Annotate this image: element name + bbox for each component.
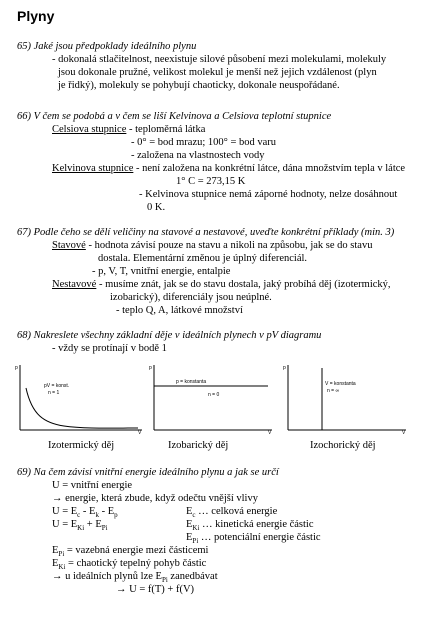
eki-definition xyxy=(52,557,206,570)
eq2-sub-2: Pi xyxy=(101,524,108,533)
celsius-line-2: - 0° = bod mrazu; 100° = bod varu xyxy=(131,137,277,148)
isobaric-label-1: p = konstanta xyxy=(176,379,207,385)
answer-65-line-1: - dokonalá stlačitelnost, neexistuje silové působení mezi molekulami, molekuly xyxy=(52,54,387,65)
celsius-line-1 xyxy=(52,123,205,136)
eki-sub: Ki xyxy=(58,563,66,572)
kelvin-line-1 xyxy=(52,162,405,175)
ideal-gas-note xyxy=(52,570,218,583)
answer-65-line-2: jsou dokonale pružné, velikost molekul je menší než jejich vzdálenost (plyn xyxy=(58,67,377,78)
p-axis-label: p xyxy=(149,365,152,371)
stavove-line-1 xyxy=(52,239,372,252)
kelvin-label: Kelvinova stupnice xyxy=(52,163,134,174)
ideal-text-b: zanedbávat xyxy=(167,571,218,582)
legend-sub: c xyxy=(192,511,196,520)
isochoric-diagram xyxy=(282,360,410,435)
eq2-mid: + E xyxy=(84,519,102,530)
nestavove-line-2: izobarický), diferenciály jsou neúplné. xyxy=(110,292,272,303)
v-axis-label: V xyxy=(268,430,272,435)
legend-e: E xyxy=(186,532,193,543)
eq2-left: U = E xyxy=(52,519,78,530)
isobaric-caption: Izobarický děj xyxy=(168,440,229,451)
eki-text: = chaotický tepelný pohyb částic xyxy=(65,558,207,569)
question-67: 67) Podle čeho se dělí veličiny na stavové a nestavové, uveďte konkrétní příklady (min. 3) xyxy=(17,227,395,238)
epi-e: E xyxy=(52,545,59,556)
celsius-label: Celsiova stupnice xyxy=(52,124,127,135)
legend-e: E xyxy=(186,519,193,530)
question-65: 65) Jaké jsou předpoklady ideálního plynu xyxy=(17,41,197,52)
epi-text: = vazebná energie mezi částicemi xyxy=(64,545,209,556)
legend-sub: Ki xyxy=(192,524,200,533)
ideal-sub: Pi xyxy=(161,576,168,585)
answer-65-line-3: je řidký), molekuly se pohybují chaoticky, dokonale neuspořádané. xyxy=(58,80,340,91)
stavove-text: - hodnota závisí pouze na stavu a nikoli na způsobu, jak se do stavu xyxy=(85,240,373,251)
eq1-sub-1: c xyxy=(77,511,81,520)
celsius-text: - teploměrná látka xyxy=(126,124,206,135)
legend-text: … kinetická energie částic xyxy=(199,519,314,530)
stavove-label: Stavové xyxy=(52,240,86,251)
stavove-line-2: dostala. Elementární změnou je úplný diferenciál. xyxy=(98,253,308,264)
page-title: Plyny xyxy=(17,8,55,24)
isobaric-diagram xyxy=(148,360,276,435)
p-axis-label: p xyxy=(15,365,18,371)
answer-68-note: - vždy se protínají v bodě 1 xyxy=(52,343,167,354)
nestavove-text: - musíme znát, jak se do stavu dostala, jaký probíhá děj (izotermický, xyxy=(96,279,391,290)
isothermal-caption: Izotermický děj xyxy=(48,440,115,451)
eq1-left: U = E xyxy=(52,506,78,517)
eq1-sub-2: k xyxy=(95,511,99,520)
eq2-sub-1: Ki xyxy=(77,524,85,533)
v-axis-label: V xyxy=(402,430,406,435)
nestavove-label: Nestavové xyxy=(52,279,97,290)
isochoric-label-1: V = konstanta xyxy=(325,381,356,387)
legend-text: … potenciální energie částic xyxy=(198,532,321,543)
question-68: 68) Nakreslete všechny základní děje v ideálních plynech v pV diagramu xyxy=(17,330,322,341)
equation-1 xyxy=(52,505,118,518)
legend-sub: Pi xyxy=(192,537,199,546)
isothermal-label-2: n = 1 xyxy=(48,390,60,396)
legend-text: … celková energie xyxy=(195,506,278,517)
v-axis-label: V xyxy=(138,430,142,435)
question-69: 69) Na čem závisí vnitřní energie ideálního plynu a jak se určí xyxy=(17,467,279,478)
eq1-sub-3: p xyxy=(114,511,118,520)
kelvin-line-3: - Kelvinova stupnice nemá záporné hodnoty, nelze dosáhnout xyxy=(139,189,398,200)
celsius-line-3: - založena na vlastnostech vody xyxy=(131,150,265,161)
question-66: 66) V čem se podobá a v čem se liší Kelvinova a Celsiova teplotní stupnice xyxy=(17,111,332,122)
isobaric-label-2: n = 0 xyxy=(208,392,220,398)
stavove-line-3: - p, V, T, vnitřní energie, entalpie xyxy=(92,266,231,277)
nestavove-line-1 xyxy=(52,278,391,291)
epi-sub: Pi xyxy=(58,550,65,559)
isothermal-diagram xyxy=(14,360,146,435)
ideal-text-a: → u ideálních plynů lze E xyxy=(52,571,162,582)
nestavove-line-3: - teplo Q, A, látkové množství xyxy=(116,305,243,316)
eki-e: E xyxy=(52,558,59,569)
kelvin-line-2: 1° C = 273,15 K xyxy=(176,176,246,187)
kelvin-line-4: 0 K. xyxy=(147,202,166,213)
potential-energy-legend xyxy=(186,531,321,544)
epi-definition xyxy=(52,544,208,557)
energy-arrow-line: → energie, která zbude, když odečtu vnější vlivy xyxy=(52,493,258,504)
u-definition: U = vnitřní energie xyxy=(52,480,133,491)
isochoric-label-2: n = ∞ xyxy=(327,388,340,394)
kinetic-energy-legend xyxy=(186,518,314,531)
total-energy-legend xyxy=(186,505,277,518)
equation-2 xyxy=(52,518,108,531)
isochoric-caption: Izochorický děj xyxy=(310,440,376,451)
isotherm-curve xyxy=(26,388,138,428)
p-axis-label: p xyxy=(283,365,286,371)
final-equation: → U = f(T) + f(V) xyxy=(116,584,195,595)
eq1-mid: - E xyxy=(80,506,96,517)
eq1-mid-2: - E xyxy=(98,506,115,517)
legend-e: E xyxy=(186,506,193,517)
isothermal-label-1: pV = konst. xyxy=(44,383,70,389)
kelvin-text: - není založena na konkrétní látce, dána množstvím tepla v látce xyxy=(133,163,406,174)
